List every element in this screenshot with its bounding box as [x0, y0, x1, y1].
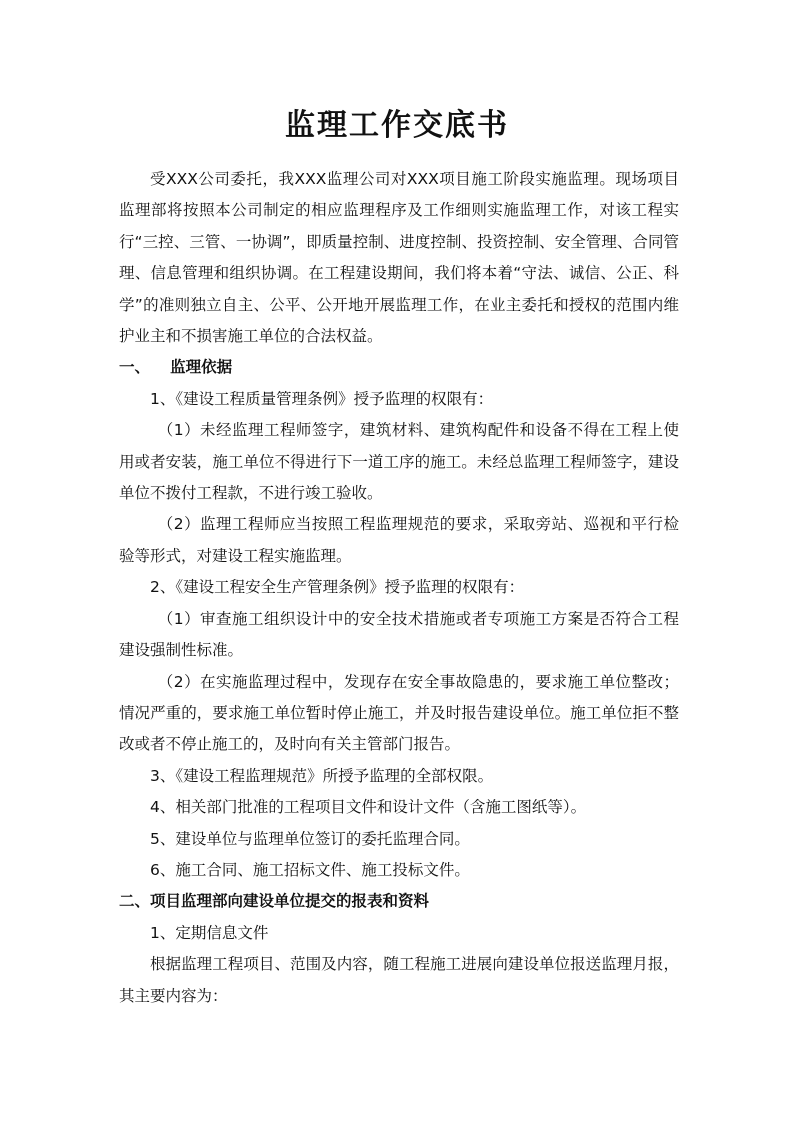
section-heading-basis	[119, 352, 679, 383]
basis-item-6: 6、施工合同、施工招标文件、施工投标文件。	[150, 860, 470, 879]
basis-item-5: 5、建设单位与监理单位签订的委托监理合同。	[150, 829, 470, 848]
basis-item-1: 1、《建设工程质量管理条例》授予监理的权限有：	[150, 389, 494, 408]
document-body	[119, 164, 679, 1012]
basis-item-2-sub-1: （1）审查施工组织设计中的安全技术措施或者专项施工方案是否符合工程建设强制性标准。	[119, 609, 679, 660]
reports-paragraph: 根据监理工程项目、范围及内容，随工程施工进展向建设单位报送监理月报，其主要内容为：	[119, 955, 679, 1005]
basis-item-1-sub-1: （1）未经监理工程师签字，建筑材料、建筑构配件和设备不得在工程上使用或者安装，施工单位不得进行下一道工序的施工。未经总监理工程师签字，建设单位不拨付工程款，不进行竣工验收。	[119, 421, 679, 503]
basis-item-3: 3、《建设工程监理规范》所授予监理的全部权限。	[150, 766, 494, 785]
section-number: 一、	[119, 358, 151, 377]
document-title: 监理工作交底书	[285, 108, 509, 143]
intro-paragraph: 受XXX公司委托，我XXX监理公司对XXX项目施工阶段实施监理。现场项目监理部将按照本公司制定的相应监理程序及工作细则实施监理工作，对该工程实行“三控、三管、一协调”，即质量控制、进度控制、投资控制、安全管理、合同管理、信息管理和组织协调。在工程建设期间，我们将本着“守法、诚信、公正、科学”的准则独立自主、公平、公开地开展监理工作，在业主委托和授权的范围内维护业主和不损害施工单位的合法权益。	[119, 170, 679, 346]
section-heading-reports: 二、项目监理部向建设单位提交的报表和资料	[119, 892, 430, 911]
basis-item-4: 4、相关部门批准的工程项目文件和设计文件（含施工图纸等）。	[150, 798, 587, 817]
basis-item-2: 2、《建设工程安全生产管理条例》授予监理的权限有：	[150, 578, 525, 597]
reports-item-1: 1、定期信息文件	[150, 923, 269, 942]
section-heading-text: 监理依据	[170, 358, 233, 377]
basis-item-1-sub-2: （2）监理工程师应当按照工程监理规范的要求，采取旁站、巡视和平行检验等形式，对建设工程实施监理。	[119, 515, 679, 565]
basis-item-2-sub-2: （2）在实施监理过程中，发现存在安全事故隐患的，要求施工单位整改；情况严重的，要求施工单位暂时停止施工，并及时报告建设单位。施工单位拒不整改或者不停止施工的，及时向有关主管部门报告。	[119, 672, 679, 754]
